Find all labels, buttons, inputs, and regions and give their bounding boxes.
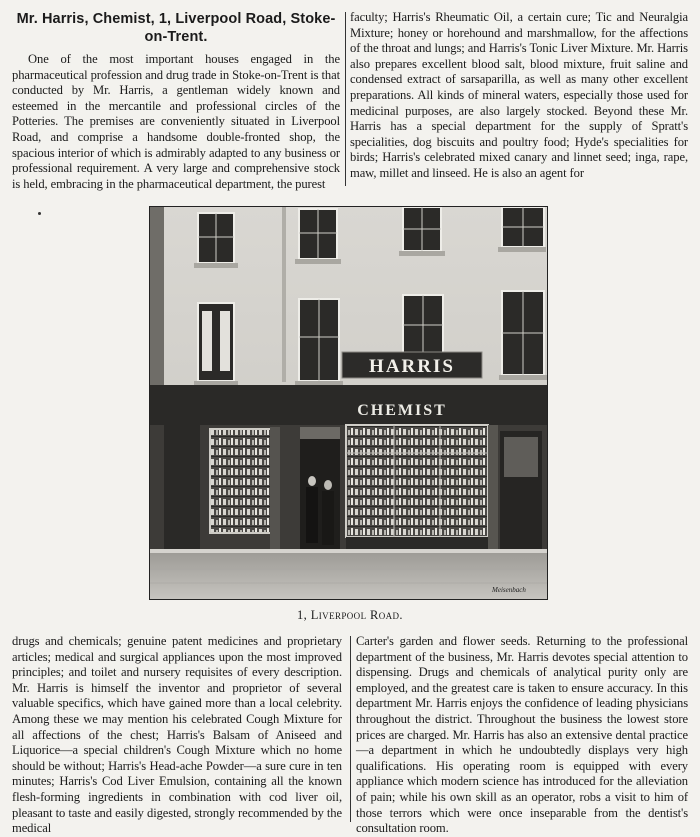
article-headline: Mr. Harris, Chemist, 1, Liverpool Road, Stoke-on-Trent.: [16, 11, 336, 45]
article-paragraph-3: drugs and chemicals; genuine patent medicines and proprietary articles; medical and surgical appliances upon the most improved principles; and toilet and nursery requisites of every description. Mr. Harris is himself the inventor and proprietor of several valuable specifics, which have gained more than a local celebrity. Among these we may mention his celebrated Cough Mixture for all affections of the chest; Harris's Balsam of Aniseed and Liquorice—a special children's Cough Mixture which no home should be without; Harris's Head-ache Powder—a sure cure in ten minutes; Harris's Cod Liver Emulsion, containing all the known flesh-forming ingredients in combination with cod liver oil, pleasant to taste and easily digested, strongly recommended by the medical: [12, 634, 342, 836]
article-paragraph-2: faculty; Harris's Rheumatic Oil, a certain cure; Tic and Neuralgia Mixture; honey or horehound and marshmallow, for the affections of the throat and lungs; and Harris's Tonic Liver Mixture. Mr. Harris also prepares excellent blood salt, blood mixture, fruit saline and condensed extract of sarsaparilla, as well as many other excellent preparations. All kinds of mineral waters, especially those used for medicinal purposes, are also largely stocked. Beyond these Mr. Harris has a special department for the supply of Spratt's specialities, dog biscuits and poultry food; Hyde's specialities for birds; Harris's celebrated mixed canary and linnet seed; inga, rape, maw, millet and linseed. He is also an agent for: [350, 10, 688, 180]
article-paragraph-4: Carter's garden and flower seeds. Returning to the professional department of the business, Mr. Harris devotes special attention to dispensing. Drugs and chemicals of analytical purity only are employed, and the greatest care is taken to ensure accuracy. In this department Mr. Harris enjoys the confidence of leading physicians throughout the district. Throughout the business the lowest store prices are charged. Mr. Harris has also an extensive dental practice—a department in which he undoubtedly displays very high qualifications. His operating room is equipped with every appliance which modern science has introduced for the alleviation of pain; while his own skill as an operator, robs a visit to him of those terrors which were once inseparable from the dentist's consultation room.: [356, 634, 688, 836]
print-speck: [38, 212, 41, 215]
engraver-signature: Meisenbach: [492, 586, 526, 594]
photo-caption: 1, Liverpool Road.: [297, 608, 403, 622]
article-column-bottom-right: [356, 634, 688, 837]
sign-chemist-text: CHEMIST: [357, 402, 447, 419]
article-column-bottom-left: [12, 634, 342, 837]
column-divider-bottom: [350, 636, 351, 822]
article-paragraph-1: One of the most important houses engaged in the pharmaceutical profession and drug trade in Stoke-on-Trent is that conducted by Mr. Harris, a gentleman widely known and esteemed in the mercantile and professional circles of the Potteries. The premises are conveniently situated in Liverpool Road, and comprise a handsome double-fronted shop, the spacious interior of which is admirably adapted to any business or professional requirement. A very large and comprehensive stock is held, embracing in the pharmaceutical department, the purest: [12, 52, 340, 191]
column-divider-top: [345, 12, 346, 186]
article-column-top-right: [350, 10, 688, 182]
sign-harris-text: HARRIS: [369, 356, 455, 377]
article-column-top-left: [12, 10, 340, 192]
shopfront-photograph: [149, 206, 548, 600]
